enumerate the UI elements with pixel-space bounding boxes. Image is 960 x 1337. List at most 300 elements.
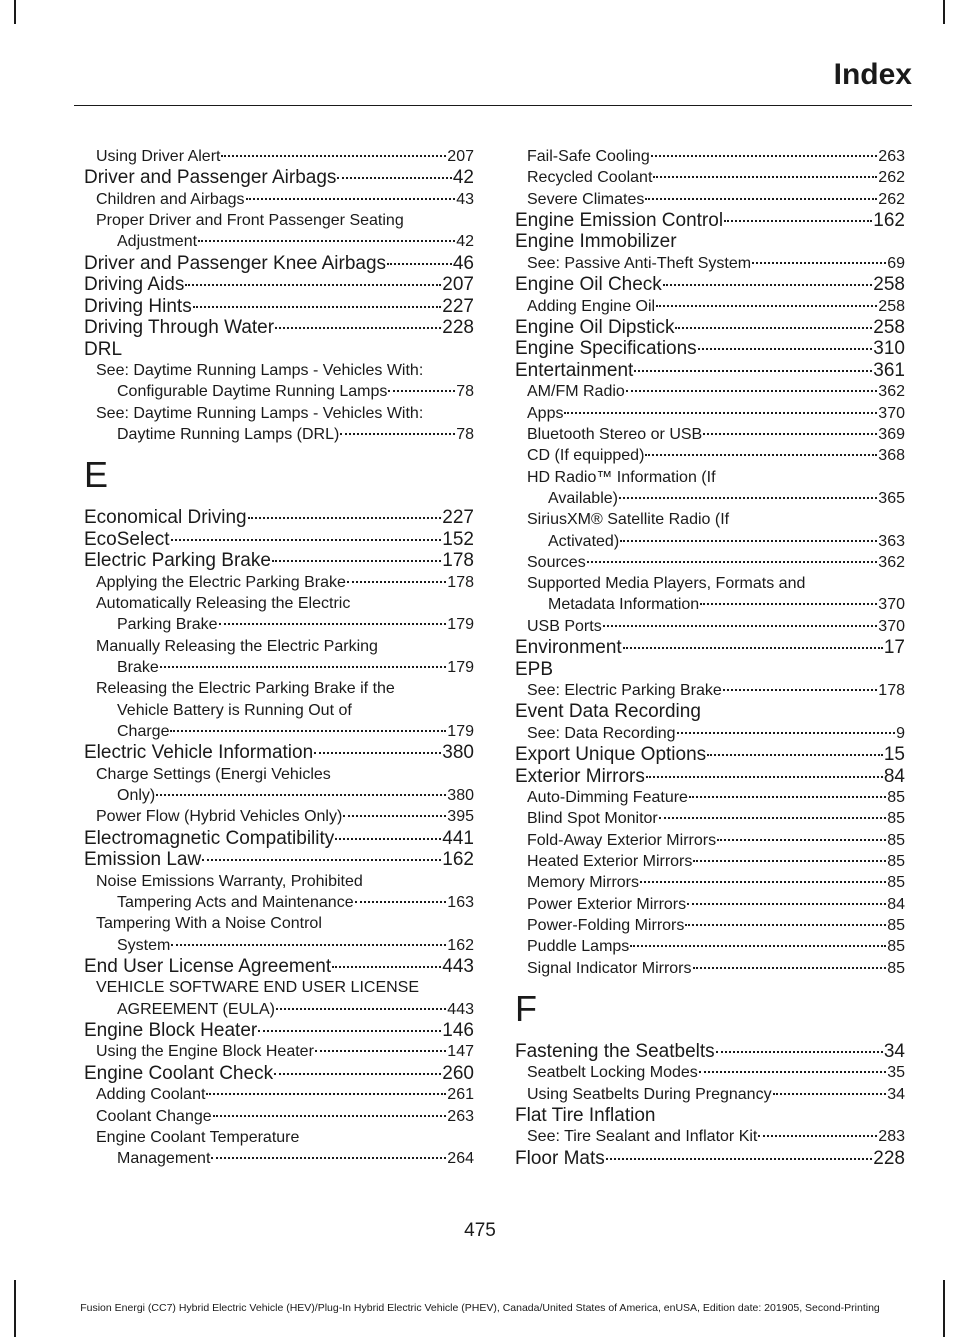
index-subentry: [84, 764, 474, 785]
index-subentry: [515, 1126, 905, 1147]
dot-leader: [171, 944, 446, 946]
dot-leader: [248, 517, 442, 519]
index-subentry: [515, 167, 905, 188]
entry-text: Brake: [117, 659, 159, 677]
entry-text: Blind Spot Monitor: [527, 810, 658, 828]
index-subentry-continuation: [84, 999, 474, 1020]
index-subentry: [84, 189, 474, 210]
entry-text: Engine Coolant Temperature: [96, 1128, 300, 1146]
index-subentry: [84, 593, 474, 614]
entry-text: Adjustment: [117, 233, 198, 251]
entry-text: Manually Releasing the Electric Parking: [96, 637, 378, 655]
dot-leader: [606, 1158, 873, 1160]
index-subentry: [84, 1127, 474, 1148]
index-subentry: [515, 958, 905, 979]
entry-page-number: 258: [878, 297, 905, 315]
entry-text: Heated Exterior Mirrors: [527, 853, 693, 871]
dot-leader: [335, 838, 441, 840]
index-subentry: [84, 1041, 474, 1062]
entry-text: Signal Indicator Mirrors: [527, 959, 692, 977]
entry-page-number: 207: [442, 274, 474, 296]
dot-leader: [276, 1008, 446, 1010]
entry-page-number: 441: [442, 827, 474, 849]
entry-text: Metadata Information: [548, 596, 700, 614]
dot-leader: [219, 623, 447, 625]
entry-text: See: Passive Anti-Theft System: [527, 254, 752, 272]
index-subentry: [515, 573, 905, 594]
dot-leader: [623, 647, 883, 649]
entry-page-number: 85: [887, 853, 905, 871]
index-subentry-continuation: [84, 1148, 474, 1169]
index-entry: [515, 701, 905, 723]
index-subentry: [84, 1106, 474, 1127]
index-entry: [515, 766, 905, 788]
entry-text: Configurable Daytime Running Lamps: [117, 383, 388, 401]
entry-page-number: 179: [447, 616, 474, 634]
entry-page-number: 85: [887, 938, 905, 956]
dot-leader: [651, 155, 878, 157]
index-entry: [84, 274, 474, 296]
dot-leader: [685, 924, 886, 926]
entry-text: Recycled Coolant: [527, 169, 653, 187]
entry-page-number: 369: [878, 426, 905, 444]
entry-text: Power Exterior Mirrors: [527, 895, 687, 913]
entry-text: Noise Emissions Warranty, Prohibited: [96, 872, 363, 890]
index-column-right: [515, 146, 905, 1169]
index-subentry-continuation: [84, 657, 474, 678]
entry-page-number: 262: [878, 190, 905, 208]
index-entry: [515, 231, 905, 253]
dot-leader: [675, 327, 872, 329]
entry-text: See: Electric Parking Brake: [527, 682, 722, 700]
entry-text: Driving Through Water: [84, 317, 275, 339]
dot-leader: [185, 284, 441, 286]
entry-page-number: 146: [442, 1019, 474, 1041]
entry-page-number: 42: [456, 233, 474, 251]
dot-leader: [315, 1050, 446, 1052]
entry-page-number: 85: [887, 831, 905, 849]
entry-text: HD Radio™ Information (If: [527, 468, 716, 486]
dot-leader: [587, 561, 878, 563]
entry-text: CD (If equipped): [527, 447, 645, 465]
entry-text: Engine Block Heater: [84, 1019, 258, 1041]
dot-leader: [564, 412, 877, 414]
dot-leader: [170, 730, 446, 732]
entry-text: Driving Aids: [84, 274, 185, 296]
entry-page-number: 365: [878, 489, 905, 507]
dot-leader: [699, 1071, 886, 1073]
entry-page-number: 147: [447, 1043, 474, 1061]
entry-text: Floor Mats: [515, 1147, 605, 1169]
entry-text: Auto-Dimming Feature: [527, 789, 688, 807]
entry-text: Supported Media Players, Formats and: [527, 575, 806, 593]
entry-page-number: 264: [447, 1150, 474, 1168]
entry-page-number: 370: [878, 617, 905, 635]
entry-text: Releasing the Electric Parking Brake if the: [96, 680, 395, 698]
entry-text: AGREEMENT (EULA): [117, 1000, 275, 1018]
entry-text: SiriusXM® Satellite Radio (If: [527, 511, 730, 529]
index-subentry-continuation: [515, 488, 905, 509]
entry-page-number: 380: [447, 787, 474, 805]
entry-text: Using the Engine Block Heater: [96, 1043, 314, 1061]
dot-leader: [663, 284, 873, 286]
dot-leader: [347, 581, 446, 583]
entry-page-number: 69: [887, 254, 905, 272]
dot-leader: [246, 198, 456, 200]
index-subentry: [515, 936, 905, 957]
index-subentry: [515, 296, 905, 317]
entry-text: Applying the Electric Parking Brake: [96, 573, 346, 591]
dot-leader: [314, 752, 441, 754]
index-entry: [515, 744, 905, 766]
entry-text: Power-Folding Mirrors: [527, 916, 685, 934]
index-subentry: [84, 1084, 474, 1105]
entry-text: Parking Brake: [117, 616, 218, 634]
entry-text: Proper Driver and Front Passenger Seating: [96, 212, 404, 230]
entry-page-number: 227: [442, 507, 474, 529]
dot-leader: [677, 732, 896, 734]
index-subentry: [515, 872, 905, 893]
entry-text: Tampering Acts and Maintenance: [117, 893, 354, 911]
index-entry: [84, 1020, 474, 1042]
dot-leader: [258, 1030, 441, 1032]
dot-leader: [160, 666, 447, 668]
entry-page-number: 310: [873, 338, 905, 360]
dot-leader: [626, 390, 878, 392]
entry-text: Sources: [527, 553, 586, 571]
index-subentry: [515, 894, 905, 915]
dot-leader: [603, 625, 878, 627]
entry-page-number: 207: [447, 148, 474, 165]
entry-page-number: 46: [452, 252, 474, 274]
dot-leader: [274, 1073, 441, 1075]
index-subentry-continuation: [84, 785, 474, 806]
index-subentry: [515, 403, 905, 424]
footer-text: Fusion Energi (CC7) Hybrid Electric Vehicle (HEV)/Plug-In Hybrid Electric Vehicle (PHEV), Canada/United States of America, enUSA, Edition date: 201905, Second-Printing: [80, 1302, 880, 1314]
entry-text: Driver and Passenger Airbags: [84, 167, 337, 189]
dot-leader: [634, 370, 872, 372]
index-subentry-continuation: [84, 892, 474, 913]
entry-text: Fold-Away Exterior Mirrors: [527, 831, 717, 849]
index-entry: [84, 849, 474, 871]
entry-text: Using Seatbelts During Pregnancy: [527, 1085, 772, 1103]
dot-leader: [211, 1157, 446, 1159]
index-subentry: [515, 723, 905, 744]
entry-text: Fail-Safe Cooling: [527, 148, 650, 165]
crop-mark-top-right-v: [943, 0, 945, 24]
entry-page-number: 363: [878, 532, 905, 550]
index-entry: [515, 210, 905, 232]
entry-page-number: 17: [883, 637, 905, 659]
index-entry: [84, 1063, 474, 1085]
dot-leader: [620, 540, 877, 542]
dot-leader: [723, 689, 878, 691]
dot-leader: [206, 1093, 446, 1095]
entry-text: AM/FM Radio: [527, 383, 625, 401]
entry-text: Engine Oil Dipstick: [515, 316, 675, 338]
entry-text: Engine Emission Control: [515, 209, 724, 231]
entry-page-number: 85: [887, 959, 905, 977]
entry-page-number: 178: [878, 682, 905, 700]
entry-text: Engine Coolant Check: [84, 1062, 274, 1084]
entry-text: See: Daytime Running Lamps - Vehicles With:: [96, 404, 424, 422]
entry-text: Only): [117, 787, 156, 805]
index-subentry: [515, 808, 905, 829]
entry-text: EcoSelect: [84, 528, 170, 550]
dot-leader: [221, 155, 446, 157]
index-entry: [84, 167, 474, 189]
entry-text: Engine Immobilizer: [515, 231, 677, 253]
index-entry: [515, 1148, 905, 1170]
entry-page-number: 152: [442, 528, 474, 550]
entry-text: DRL: [84, 338, 123, 360]
entry-page-number: 228: [873, 1147, 905, 1169]
dot-leader: [724, 220, 872, 222]
entry-text: Seatbelt Locking Modes: [527, 1064, 698, 1082]
header-divider: [74, 105, 912, 106]
index-subentry: [84, 871, 474, 892]
dot-leader: [193, 306, 442, 308]
entry-page-number: 361: [873, 359, 905, 381]
index-subentry: [515, 851, 905, 872]
entry-page-number: 258: [873, 316, 905, 338]
page-number: 475: [464, 1220, 496, 1241]
index-subentry-continuation: [515, 531, 905, 552]
index-entry: [515, 659, 905, 681]
entry-text: EPB: [515, 658, 554, 680]
entry-text: Daytime Running Lamps (DRL): [117, 426, 340, 444]
dot-leader: [698, 348, 873, 350]
entry-text: Emission Law: [84, 849, 202, 871]
index-entry: [84, 828, 474, 850]
index-entry: [84, 317, 474, 339]
entry-text: System: [117, 936, 171, 954]
entry-text: Vehicle Battery is Running Out of: [117, 701, 352, 719]
dot-leader: [703, 433, 877, 435]
entry-page-number: 84: [883, 765, 905, 787]
entry-page-number: 85: [887, 916, 905, 934]
dot-leader: [707, 754, 883, 756]
index-entry: [84, 296, 474, 318]
index-subentry: [515, 445, 905, 466]
index-subentry-continuation: [84, 424, 474, 445]
index-subentry: [515, 467, 905, 488]
entry-page-number: 179: [447, 722, 474, 740]
entry-text: USB Ports: [527, 617, 602, 635]
index-subentry: [515, 253, 905, 274]
entry-page-number: 261: [447, 1086, 474, 1104]
entry-page-number: 258: [873, 274, 905, 296]
entry-text: Charge: [117, 722, 170, 740]
entry-text: Power Flow (Hybrid Vehicles Only): [96, 808, 343, 826]
index-entry: [515, 1105, 905, 1127]
entry-page-number: 370: [878, 404, 905, 422]
index-subentry: [515, 830, 905, 851]
index-subentry-continuation: [84, 721, 474, 742]
entry-text: Flat Tire Inflation: [515, 1104, 656, 1126]
index-entry: [515, 274, 905, 296]
entry-text: Exterior Mirrors: [515, 765, 645, 787]
entry-page-number: 84: [887, 895, 905, 913]
index-subentry: [515, 509, 905, 530]
dot-leader: [646, 776, 883, 778]
entry-text: Driver and Passenger Knee Airbags: [84, 252, 387, 274]
dot-leader: [387, 263, 452, 265]
entry-page-number: 162: [447, 936, 474, 954]
entry-page-number: 85: [887, 810, 905, 828]
index-subentry: [515, 189, 905, 210]
entry-text: Environment: [515, 637, 622, 659]
index-subentry-continuation: [84, 700, 474, 721]
dot-leader: [689, 796, 886, 798]
index-entry: [515, 637, 905, 659]
dot-leader: [640, 881, 886, 883]
entry-text: Activated): [548, 532, 620, 550]
dot-leader: [332, 966, 441, 968]
entry-page-number: 443: [442, 955, 474, 977]
index-entry: [84, 507, 474, 529]
entry-page-number: 368: [878, 447, 905, 465]
index-subentry: [84, 636, 474, 657]
entry-page-number: 85: [887, 789, 905, 807]
dot-leader: [687, 903, 886, 905]
entry-page-number: 263: [447, 1107, 474, 1125]
index-subentry: [515, 616, 905, 637]
entry-page-number: 179: [447, 659, 474, 677]
dot-leader: [202, 859, 441, 861]
dot-leader: [630, 945, 886, 947]
entry-text: Event Data Recording: [515, 701, 701, 723]
index-subentry-continuation: [84, 935, 474, 956]
index-subentry: [515, 1084, 905, 1105]
index-subentry-continuation: [84, 614, 474, 635]
dot-leader: [156, 794, 446, 796]
entry-text: Engine Specifications: [515, 338, 697, 360]
crop-mark-top-left-v: [14, 0, 16, 24]
entry-text: See: Tire Sealant and Inflator Kit: [527, 1128, 758, 1146]
entry-text: See: Daytime Running Lamps - Vehicles With:: [96, 362, 424, 380]
entry-text: Engine Oil Check: [515, 274, 662, 296]
entry-page-number: 283: [878, 1128, 905, 1146]
page-title: Index: [833, 58, 912, 91]
index-entry: [515, 317, 905, 339]
index-entry: [515, 360, 905, 382]
entry-text: Apps: [527, 404, 564, 422]
entry-page-number: 34: [883, 1040, 905, 1062]
entry-page-number: 178: [447, 573, 474, 591]
entry-text: Severe Climates: [527, 190, 645, 208]
index-subentry: [515, 381, 905, 402]
dot-leader: [337, 177, 451, 179]
entry-text: See: Data Recording: [527, 724, 676, 742]
entry-text: Coolant Change: [96, 1107, 212, 1125]
dot-leader: [388, 390, 455, 392]
dot-leader: [355, 901, 447, 903]
index-entry: [515, 1041, 905, 1063]
dot-leader: [716, 1051, 883, 1053]
entry-text: Adding Coolant: [96, 1086, 206, 1104]
entry-text: Charge Settings (Energi Vehicles: [96, 765, 331, 783]
entry-text: End User License Agreement: [84, 955, 332, 977]
dot-leader: [272, 560, 441, 562]
entry-page-number: 395: [447, 808, 474, 826]
index-subentry: [84, 210, 474, 231]
dot-leader: [758, 1135, 877, 1137]
entry-text: Electric Parking Brake: [84, 550, 271, 572]
dot-leader: [275, 327, 441, 329]
dot-leader: [645, 454, 877, 456]
entry-text: Electric Vehicle Information: [84, 742, 314, 764]
dot-leader: [717, 839, 886, 841]
index-subentry: [515, 680, 905, 701]
index-subentry: [84, 678, 474, 699]
index-entry: [84, 742, 474, 764]
dot-leader: [653, 176, 877, 178]
index-entry: [515, 338, 905, 360]
index-subentry: [515, 1062, 905, 1083]
entry-page-number: 443: [447, 1000, 474, 1018]
index-subentry: [84, 403, 474, 424]
index-subentry-continuation: [84, 231, 474, 252]
dot-leader: [700, 603, 877, 605]
section-letter: E: [84, 454, 109, 496]
index-subentry: [84, 360, 474, 381]
entry-text: Using Driver Alert: [96, 148, 221, 165]
entry-text: Adding Engine Oil: [527, 297, 656, 315]
entry-text: Automatically Releasing the Electric: [96, 595, 351, 613]
index-entry: [84, 529, 474, 551]
dot-leader: [693, 860, 886, 862]
entry-text: Fastening the Seatbelts: [515, 1040, 715, 1062]
index-subentry: [515, 787, 905, 808]
entry-text: Tampering With a Noise Control: [96, 915, 322, 933]
entry-text: Entertainment: [515, 359, 634, 381]
index-entry: [84, 253, 474, 275]
entry-page-number: 262: [878, 169, 905, 187]
index-subentry: [84, 572, 474, 593]
entry-page-number: 78: [456, 383, 474, 401]
dot-leader: [659, 817, 886, 819]
dot-leader: [773, 1093, 887, 1095]
dot-leader: [213, 1115, 447, 1117]
index-subentry-continuation: [84, 381, 474, 402]
entry-page-number: 227: [442, 295, 474, 317]
entry-page-number: 380: [442, 742, 474, 764]
entry-page-number: 362: [878, 383, 905, 401]
section-letter: F: [515, 987, 537, 1029]
entry-page-number: 370: [878, 596, 905, 614]
dot-leader: [343, 815, 446, 817]
entry-page-number: 163: [447, 893, 474, 911]
index-subentry-continuation: [515, 594, 905, 615]
entry-page-number: 178: [442, 550, 474, 572]
index-subentry: [84, 146, 474, 167]
entry-text: Available): [548, 489, 618, 507]
entry-page-number: 9: [896, 724, 905, 742]
entry-page-number: 263: [878, 148, 905, 165]
entry-page-number: 85: [887, 874, 905, 892]
dot-leader: [752, 262, 886, 264]
entry-text: VEHICLE SOFTWARE END USER LICENSE: [96, 979, 420, 997]
entry-page-number: 42: [452, 167, 474, 189]
dot-leader: [198, 240, 455, 242]
index-subentry: [84, 806, 474, 827]
entry-page-number: 35: [887, 1064, 905, 1082]
entry-text: Management: [117, 1150, 211, 1168]
entry-text: Electromagnetic Compatibility: [84, 827, 335, 849]
dot-leader: [619, 497, 877, 499]
index-entry: [84, 550, 474, 572]
